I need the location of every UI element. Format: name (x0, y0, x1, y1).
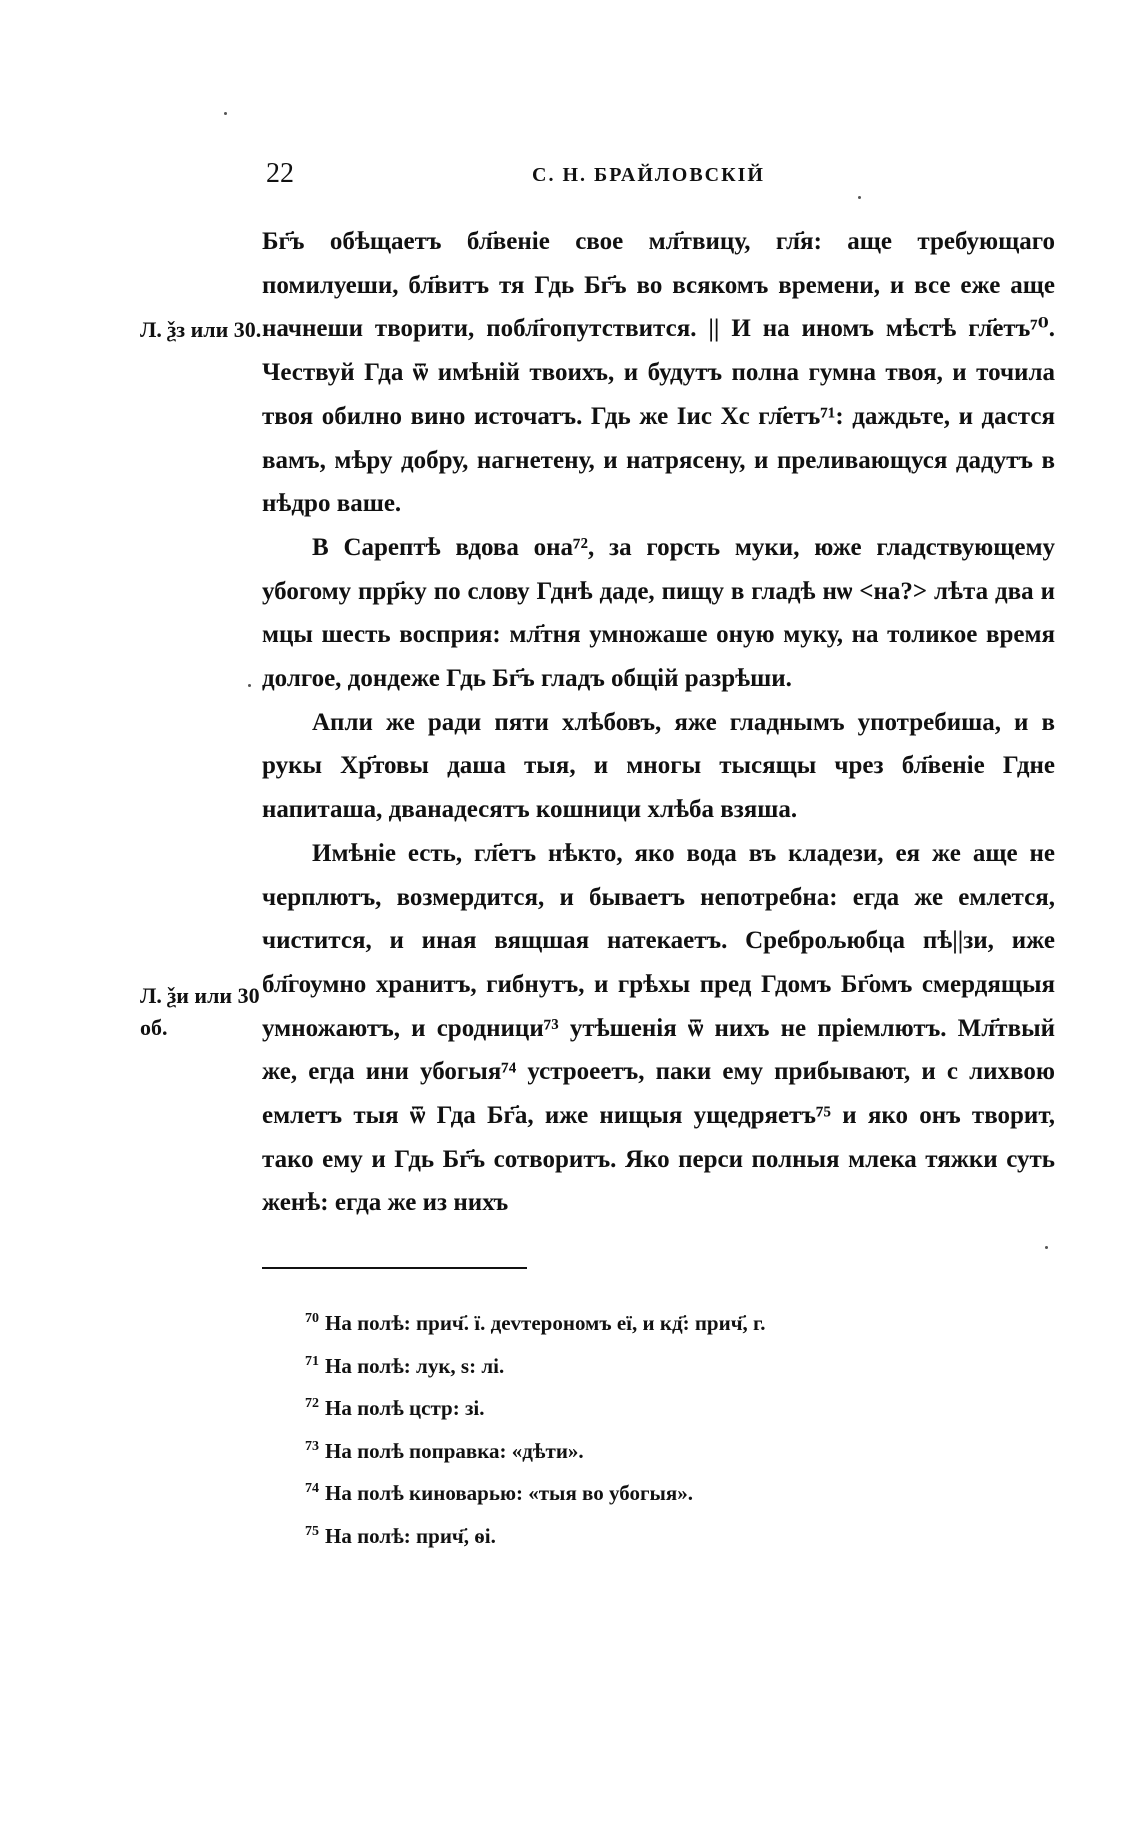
margin-note-folio-68: Л. ѯи или 30 об. (140, 983, 260, 1040)
margin-note-folio-67: Л. ѯз или 30. (140, 317, 262, 342)
paper-speck (1045, 1246, 1048, 1249)
page-header (262, 158, 1042, 198)
footnote: $^{70}$ На полѣ: прич҃. ї. деvтерономъ еї, и кд҃: прич҃, г. (305, 1311, 766, 1335)
footnote: $^{74}$ На полѣ киноварью: «тыя во убогыя». (305, 1481, 693, 1506)
paper-speck (224, 112, 227, 115)
footnote: $^{75}$ На полѣ: прич҃, ѳі. (305, 1523, 496, 1548)
paragraph: Апли же ради пяти хлѣбовъ, яже гладнымъ употребиша, и в рукы Хр҃товы даша тыя, и многы тысящы чрез бл҃веніе Гдне напиташа, дванадесятъ кошници хлѣба взяша. (262, 708, 1055, 824)
paragraph: В Сарептѣ вдова она⁷², за горсть муки, юже гладствующему убогому прр҃ку по слову Гднѣ даде, пищу в гладѣ нѡ <на?> лѣта два и мцы шесть восприя: мл҃тня умножаше оную муку, на толикое время долгое, дондеже Гдь Бг҃ъ гладъ общій разрѣши. (262, 533, 1055, 693)
body-text (262, 220, 1055, 1225)
paragraph: Бг҃ъ обѣщаетъ бл҃веніе свое мл҃твицу, гл҃я: аще требующаго помилуеши, бл҃витъ тя Гдь Бг҃ъ во всякомъ времени, и все еже аще начнеши творити, побл҃гопутствится. || И на иномъ мѣстѣ гл҃етъ⁷⁰. Чествуй Гда ѿ имѣній твоихъ, и будутъ полна гумна твоя, и точила твоя обилно вино источатъ. Гдь же Іис Хс гл҃етъ⁷¹: даждьте, и дастся вамъ, мѣру добру, нагнетену, и натрясену, и преливающуся дадутъ в нѣдро ваше. (262, 228, 1055, 518)
footnote: $^{71}$ На полѣ: лук, ѕ: лі. (305, 1353, 505, 1378)
running-head: С. Н. БРАЙЛОВСКІЙ (532, 164, 765, 186)
page-number: 22 (266, 158, 294, 189)
footnote: $^{73}$ На полѣ поправка: «дѣти». (305, 1438, 584, 1463)
paragraph: Имѣніе есть, гл҃етъ нѣкто, яко вода въ кладези, ея же аще не черплютъ, возмердится, и бываетъ непотребна: егда же емлется, чистится, и иная вящшая натекаетъ. Среброљюбца пѣ||зи, иже бл҃гоумно хранитъ, гибнутъ, и грѣхы пред Гдомъ Бг҃омъ смердящыя умножаютъ, и сродници⁷³ утѣшенія ѿ нихъ не пріемлютъ. Мл҃твый же, егда ини убогыя⁷⁴ устроеетъ, паки ему прибывают, и с лихвою емлетъ тыя ѿ Гда Бг҃а, иже нищыя ущедряетъ⁷⁵ и яко онъ творит, тако ему и Гдь Бг҃ъ сотворитъ. Яко перси полныя млека тяжки суть женѣ: егда же из нихъ (262, 839, 1055, 1217)
footnote: $^{72}$ На полѣ цстр: зі. (305, 1396, 485, 1421)
paper-speck (248, 684, 251, 687)
footnote-divider (262, 1267, 527, 1269)
footnotes (305, 1300, 1045, 1556)
paper-speck (858, 196, 861, 199)
